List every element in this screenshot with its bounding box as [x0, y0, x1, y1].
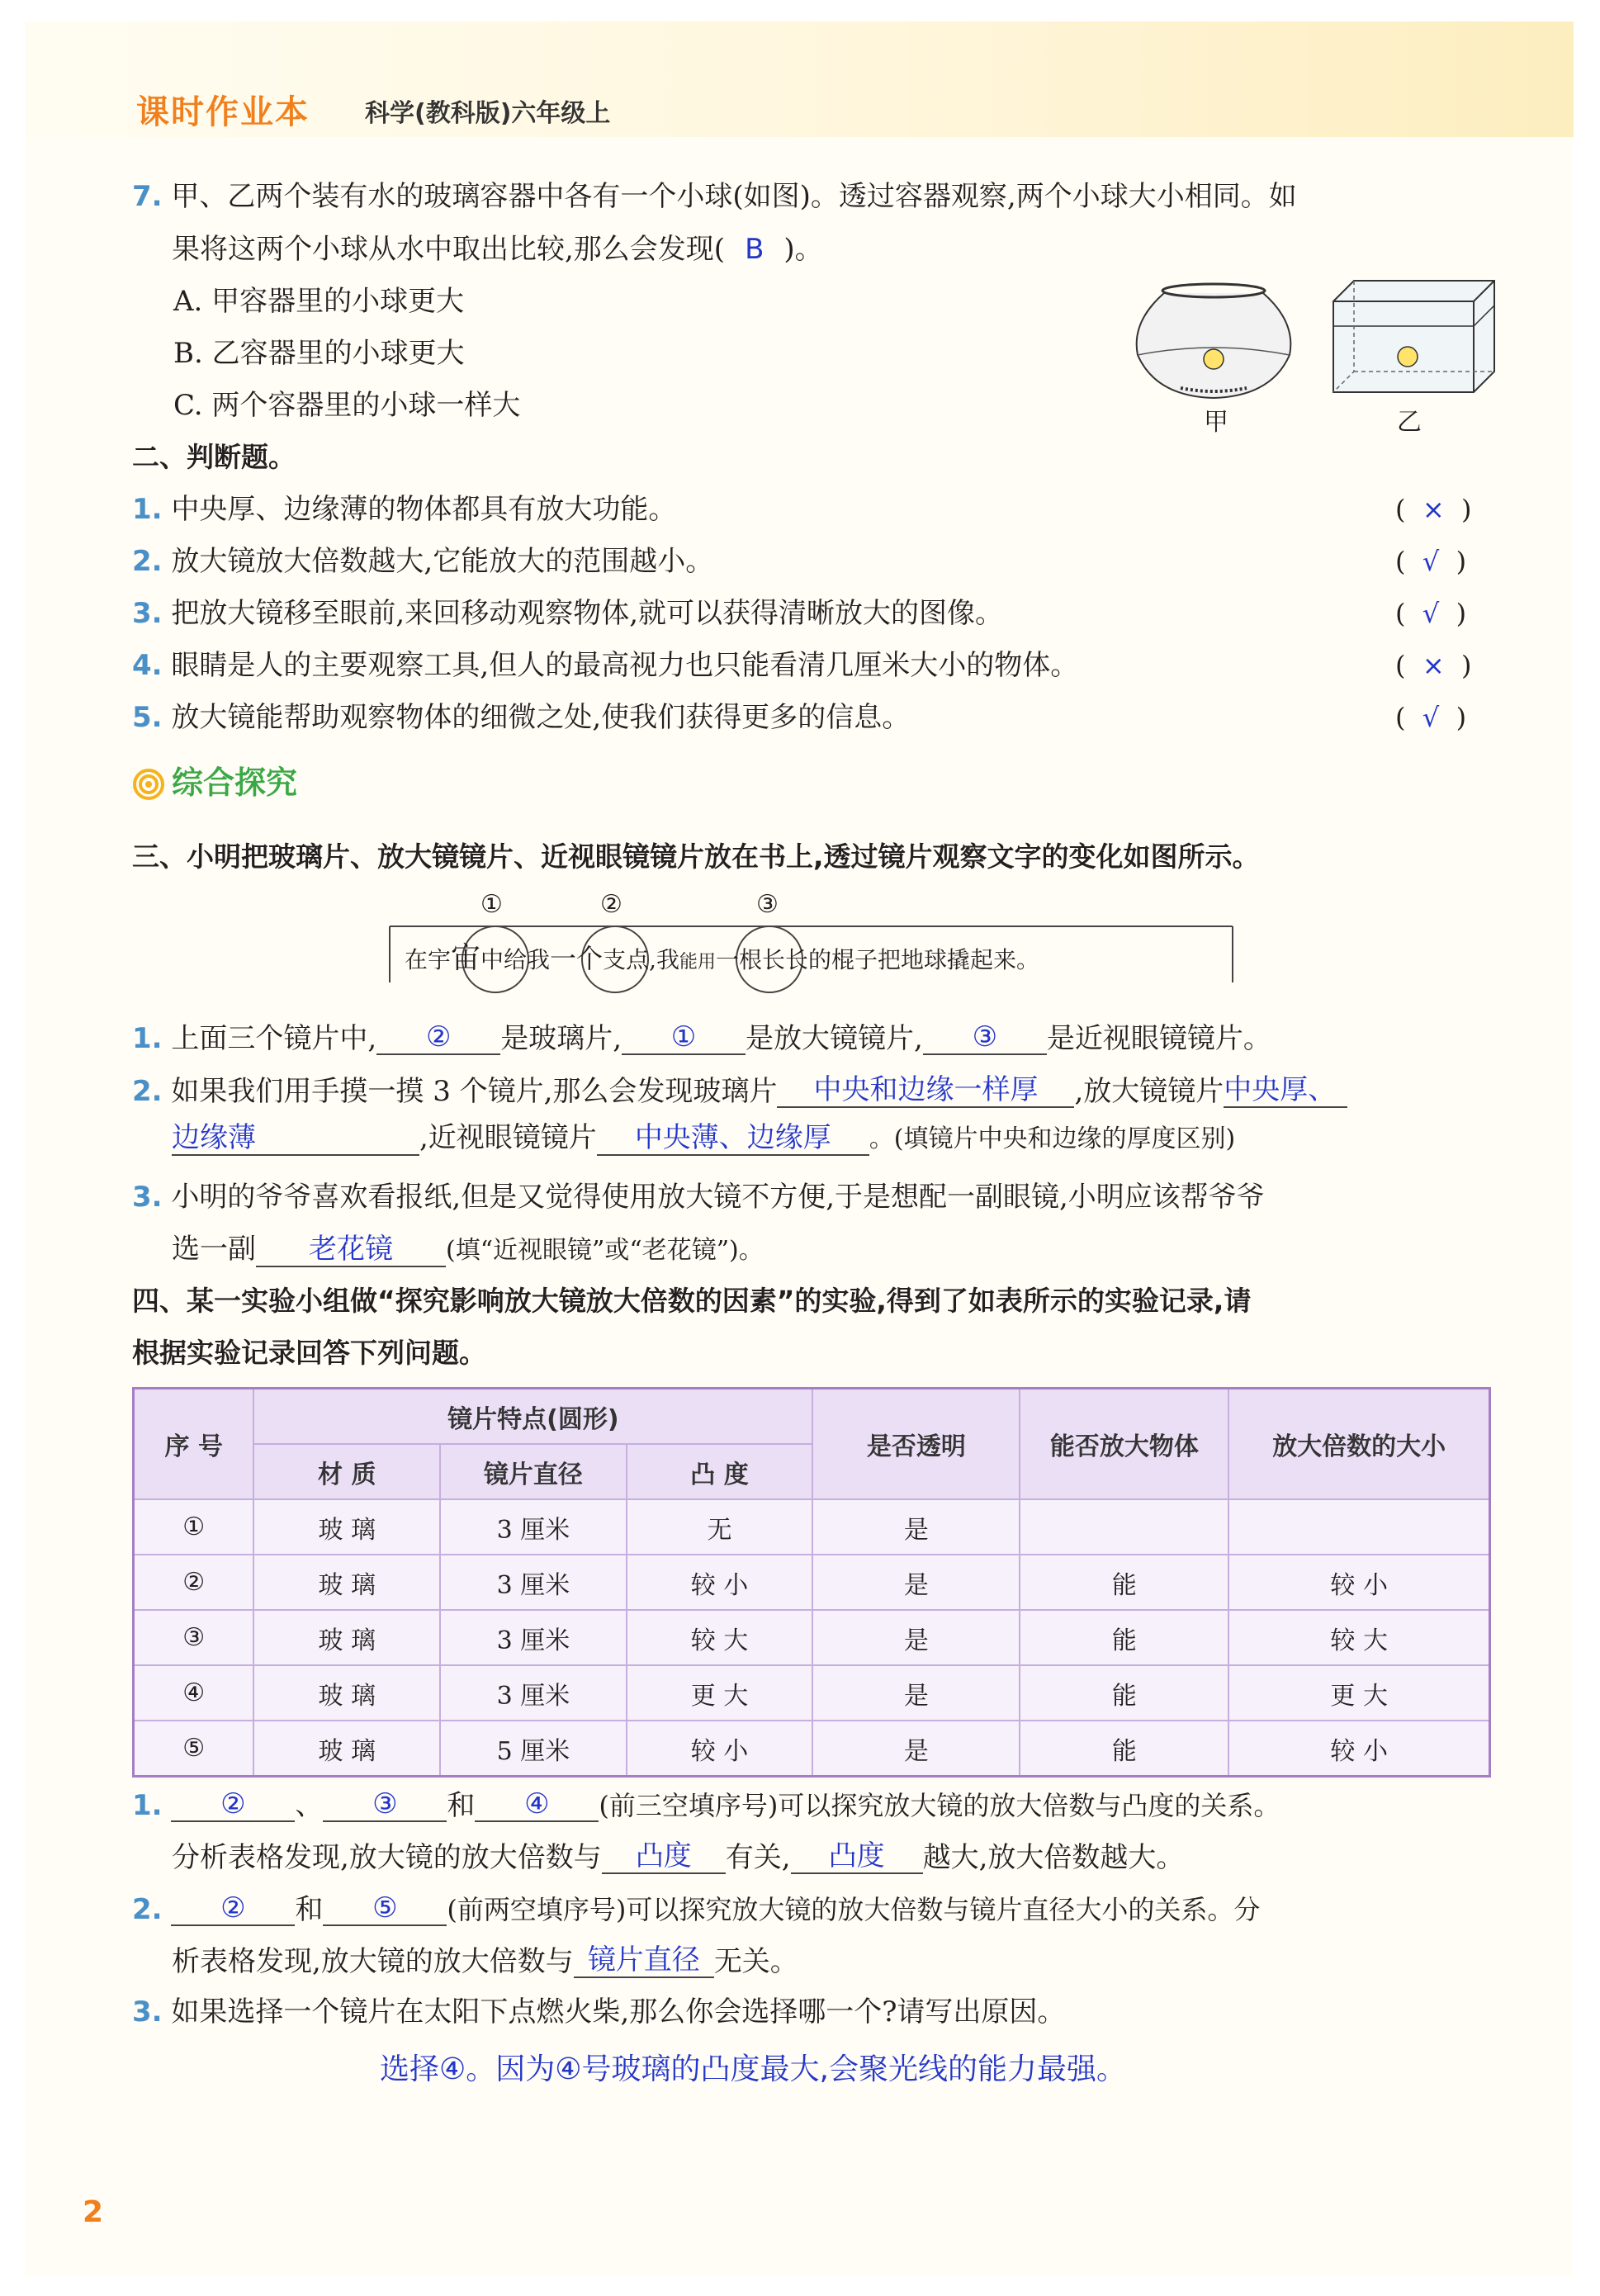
spiral-icon — [132, 768, 165, 801]
judge-1-answer-box: ( × ) — [1395, 494, 1472, 525]
judge-3-answer-box: ( √ ) — [1395, 598, 1467, 629]
table-row — [134, 1555, 1490, 1610]
judge-item-1 — [132, 493, 676, 526]
s3-q3-blank: 老花镜 — [256, 1233, 446, 1267]
th-lens-features: 镜片特点(圆形) — [253, 1389, 812, 1445]
s4-q3-answer: 选择④。因为④号玻璃的凸度最大,会聚光线的能力最强。 — [380, 2052, 1126, 2086]
th-index: 序 号 — [134, 1389, 254, 1500]
s3-q1 — [132, 1020, 1271, 1055]
cell: 玻 璃 — [253, 1721, 440, 1777]
cell — [1020, 1499, 1228, 1555]
s3-q2-line1 — [132, 1073, 1347, 1108]
label-jia: 甲 — [1204, 408, 1228, 437]
cell: 玻 璃 — [253, 1665, 440, 1721]
s3-q2-blank-1: 中央和边缘一样厚 — [777, 1073, 1074, 1108]
s4-q2-line2 — [172, 1943, 798, 1978]
q7-line1 — [132, 180, 1297, 213]
header-title: 课时作业本 — [136, 93, 310, 131]
judge-2-answer-box: ( √ ) — [1395, 546, 1467, 577]
s3-q2-text-2: ,放大镜镜片 — [1074, 1075, 1224, 1108]
judge-3-number: 3. — [132, 597, 163, 630]
q7-number: 7. — [132, 180, 163, 213]
cell: ④ — [134, 1665, 254, 1721]
cell: 3 厘米 — [440, 1610, 627, 1665]
s3-q2-blank-2b: 边缘薄 — [172, 1121, 419, 1156]
cell: 较 小 — [1228, 1721, 1489, 1777]
s3-q3-line1 — [132, 1181, 1265, 1214]
s3-q1-blank-3: ③ — [923, 1020, 1047, 1055]
s4-q1-text-4: 越大,放大倍数越大。 — [922, 1841, 1185, 1874]
cell: 3 厘米 — [440, 1665, 627, 1721]
s4-q2-blank-2: ⑤ — [323, 1891, 447, 1926]
page-number: 2 — [83, 2195, 104, 2229]
cell: 能 — [1020, 1555, 1228, 1610]
judge-4-text: 眼睛是人的主要观察工具,但人的最高视力也只能看清几厘米大小的物体。 — [171, 649, 1079, 682]
cell: 能 — [1020, 1665, 1228, 1721]
s3-q2-text-4: 。(填镜片中央和边缘的厚度区别) — [869, 1124, 1236, 1153]
s3-q1-text-1: 上面三个镜片中, — [171, 1022, 377, 1055]
s3-q1-blank-2: ① — [622, 1020, 746, 1055]
cell — [1228, 1499, 1489, 1555]
s3-q2-blank-3: 中央薄、边缘厚 — [597, 1121, 869, 1156]
ball-jia — [1204, 349, 1224, 369]
cell: ① — [134, 1499, 254, 1555]
cell: 是 — [812, 1610, 1020, 1665]
s4-q1-text-1: (前三空填序号)可以探究放大镜的放大倍数与凸度的关系。 — [599, 1790, 1280, 1821]
table-row — [134, 1721, 1490, 1777]
judge-2-number: 2. — [132, 545, 163, 578]
s3-q2-text-3: ,近视眼镜镜片 — [419, 1121, 597, 1154]
th-magnification: 放大倍数的大小 — [1228, 1389, 1489, 1500]
s4-q1-text-2: 分析表格发现,放大镜的放大倍数与 — [172, 1841, 602, 1874]
ball-yi — [1398, 347, 1418, 367]
judge-3-answer: √ — [1422, 598, 1440, 629]
judge-1-text: 中央厚、边缘薄的物体都具有放大功能。 — [171, 493, 677, 526]
q7-option-c: C. 两个容器里的小球一样大 — [173, 389, 521, 422]
judge-item-3 — [132, 597, 1003, 630]
sentence-part-2: 宙 — [451, 941, 481, 975]
table-row — [134, 1610, 1490, 1665]
s4-q1-sep-2: 和 — [447, 1789, 476, 1822]
q7-option-a: A. 甲容器里的小球更大 — [173, 285, 465, 318]
th-can-magnify: 能否放大物体 — [1020, 1389, 1228, 1500]
cell: 较 小 — [627, 1721, 813, 1777]
s3-q3-text-3: (填“近视眼镜”或“老花镜”)。 — [446, 1236, 764, 1265]
s4-q3-line1 — [132, 1995, 1065, 2029]
s4-q2-line1 — [132, 1891, 1260, 1926]
s4-q2-text-1: (前两空填序号)可以探究放大镜的放大倍数与镜片直径大小的关系。分 — [447, 1894, 1261, 1925]
cell: 3 厘米 — [440, 1555, 627, 1610]
cell: 无 — [627, 1499, 813, 1555]
q7-text-2: 果将这两个小球从水中取出比较,那么会发现( — [172, 233, 726, 266]
q7-option-b: B. 乙容器里的小球更大 — [173, 337, 465, 370]
cell: 5 厘米 — [440, 1721, 627, 1777]
s4-q2-text-3: 无关。 — [713, 1945, 798, 1978]
rect-tank-yi — [1333, 281, 1494, 392]
q7-text-3: )。 — [783, 233, 823, 266]
header-subtitle: 科学(教科版)六年级上 — [365, 99, 611, 128]
s4-q1-line2 — [172, 1839, 1184, 1874]
cell: 玻 璃 — [253, 1610, 440, 1665]
sentence-part-4: 一个 — [550, 943, 604, 974]
sentence-part-5: 支点,我 — [603, 946, 679, 973]
th-convexity: 凸 度 — [627, 1444, 813, 1499]
experiment-table — [132, 1387, 1491, 1778]
s3-q2-text-1: 如果我们用手摸一摸 3 个镜片,那么会发现玻璃片 — [171, 1075, 778, 1108]
s3-q3-text-2: 选一副 — [172, 1233, 256, 1266]
s4-q1-sep-1: 、 — [295, 1789, 324, 1822]
s3-q1-blank-1: ② — [376, 1020, 500, 1055]
s4-q1-blank-5: 凸度 — [791, 1839, 923, 1874]
q7-text-1: 甲、乙两个装有水的玻璃容器中各有一个小球(如图)。透过容器观察,两个小球大小相同。如 — [171, 180, 1297, 213]
s4-q2-sep: 和 — [295, 1893, 324, 1926]
s4-q1-text-3: 有关, — [725, 1841, 791, 1874]
th-transparent: 是否透明 — [812, 1389, 1020, 1500]
judge-item-2 — [132, 545, 713, 578]
s4-q1-blank-4: 凸度 — [602, 1839, 726, 1874]
cell: 较 小 — [1228, 1555, 1489, 1610]
s3-q2-line2 — [172, 1121, 1235, 1156]
s3-q1-number: 1. — [132, 1022, 163, 1055]
sentence-part-1: 在宇 — [405, 946, 452, 973]
judge-5-answer: √ — [1422, 702, 1440, 733]
s4-q1-blank-2: ③ — [323, 1787, 447, 1822]
cell: 较 大 — [627, 1610, 813, 1665]
lens-label-2: ② — [600, 890, 622, 919]
s3-q1-text-3: 是放大镜镜片, — [746, 1022, 923, 1055]
s4-q3-number: 3. — [132, 1995, 163, 2029]
s4-q3-text: 如果选择一个镜片在太阳下点燃火柴,那么你会选择哪一个?请写出原因。 — [171, 1995, 1066, 2029]
sentence-part-6: 能用 — [679, 952, 716, 973]
th-diameter: 镜片直径 — [440, 1444, 627, 1499]
judge-3-text: 把放大镜移至眼前,来回移动观察物体,就可以获得清晰放大的图像。 — [171, 597, 1004, 630]
cell: 是 — [812, 1555, 1020, 1610]
cell: 是 — [812, 1499, 1020, 1555]
s4-q1-number: 1. — [132, 1789, 163, 1822]
section2-title: 二、判断题。 — [132, 441, 296, 473]
s4-q1-line1 — [132, 1787, 1280, 1822]
cell: 较 大 — [1228, 1610, 1489, 1665]
cell: 能 — [1020, 1721, 1228, 1777]
cell: 是 — [812, 1721, 1020, 1777]
table-row — [134, 1499, 1490, 1555]
judge-1-answer: × — [1422, 494, 1445, 525]
judge-item-5 — [132, 701, 910, 734]
lens-label-3: ③ — [756, 890, 779, 919]
judge-1-number: 1. — [132, 493, 163, 526]
containers-figure — [1131, 272, 1503, 446]
cell: 玻 璃 — [253, 1555, 440, 1610]
lens-label-1: ① — [480, 890, 503, 919]
table-row — [134, 1665, 1490, 1721]
label-yi: 乙 — [1397, 408, 1422, 437]
cell: 较 小 — [627, 1555, 813, 1610]
cell: 能 — [1020, 1610, 1228, 1665]
judge-4-answer: × — [1422, 650, 1445, 681]
cell: 更 大 — [1228, 1665, 1489, 1721]
s4-q1-blank-1: ② — [171, 1787, 295, 1822]
s3-q3-line2 — [172, 1233, 764, 1267]
cell: 玻 璃 — [253, 1499, 440, 1555]
cell: 更 大 — [627, 1665, 813, 1721]
judge-5-answer-box: ( √ ) — [1395, 702, 1467, 733]
book-sentence — [405, 942, 1039, 979]
judge-4-answer-box: ( × ) — [1395, 650, 1472, 681]
cell: 3 厘米 — [440, 1499, 627, 1555]
section4-title-2: 根据实验记录回答下列问题。 — [132, 1337, 486, 1369]
judge-2-text: 放大镜放大倍数越大,它能放大的范围越小。 — [171, 545, 714, 578]
round-bowl-jia — [1137, 284, 1291, 398]
sentence-part-3: 中给我 — [480, 946, 551, 973]
section3-title: 三、小明把玻璃片、放大镜镜片、近视眼镜镜片放在书上,透过镜片观察文字的变化如图所示。 — [132, 840, 1260, 873]
s4-q2-text-2: 析表格发现,放大镜的放大倍数与 — [172, 1945, 574, 1978]
q7-answer: B — [745, 233, 764, 266]
judge-4-number: 4. — [132, 649, 163, 682]
s3-q3-text-1: 小明的爷爷喜欢看报纸,但是又觉得使用放大镜不方便,于是想配一副眼镜,小明应该帮爷爷 — [171, 1181, 1265, 1214]
q7-line2 — [172, 233, 823, 266]
s3-q1-text-2: 是玻璃片, — [500, 1022, 622, 1055]
s4-q1-blank-3: ④ — [475, 1787, 599, 1822]
sentence-part-7: 一根长长的棍子把地球撬起来。 — [715, 946, 1039, 973]
section4-title-1: 四、某一实验小组做“探究影响放大镜放大倍数的因素”的实验,得到了如表所示的实验记录,请 — [132, 1285, 1252, 1317]
s3-q2-blank-2a: 中央厚、 — [1224, 1073, 1347, 1108]
cell: ⑤ — [134, 1721, 254, 1777]
cell: ② — [134, 1555, 254, 1610]
s3-q3-number: 3. — [132, 1181, 163, 1214]
judge-2-answer: √ — [1422, 546, 1440, 577]
s3-q2-number: 2. — [132, 1075, 163, 1108]
s4-q2-number: 2. — [132, 1893, 163, 1926]
judge-5-text: 放大镜能帮助观察物体的细微之处,使我们获得更多的信息。 — [171, 701, 911, 734]
s3-q1-text-4: 是近视眼镜镜片。 — [1046, 1022, 1271, 1055]
cell: 是 — [812, 1665, 1020, 1721]
s4-q2-blank-1: ② — [171, 1891, 295, 1926]
cell: ③ — [134, 1610, 254, 1665]
s4-q2-blank-3: 镜片直径 — [574, 1943, 714, 1978]
section-banner: 综合探究 — [172, 765, 298, 801]
judge-item-4 — [132, 649, 1078, 682]
judge-5-number: 5. — [132, 701, 163, 734]
th-material: 材 质 — [253, 1444, 440, 1499]
